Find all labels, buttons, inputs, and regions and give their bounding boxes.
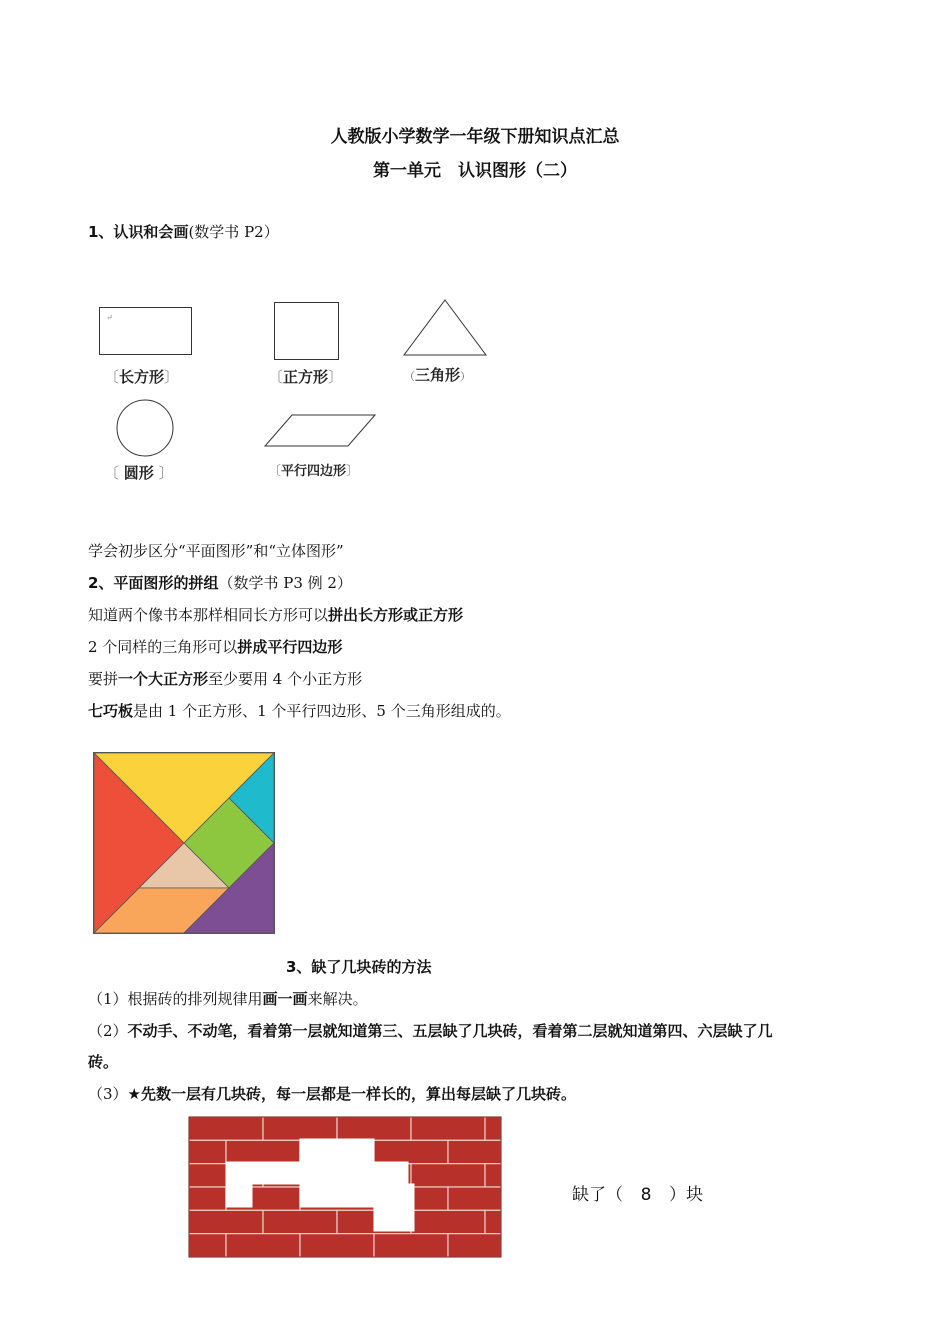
brick xyxy=(485,1117,501,1140)
shape-label-parallelogram: 〔平行四边形〕 xyxy=(268,464,360,479)
triangle-icon xyxy=(404,300,486,355)
brick xyxy=(411,1210,485,1233)
brick xyxy=(374,1234,448,1257)
page-title: 人教版小学数学一年级下册知识点汇总 xyxy=(330,127,620,147)
section1-heading xyxy=(88,221,279,242)
shape-label-circle: 〔 圆形 〕 xyxy=(104,464,174,482)
shape-label-triangle: （三角形） xyxy=(404,366,472,384)
page-subtitle: 第一单元 认识图形（二） xyxy=(373,161,577,181)
brick xyxy=(448,1140,501,1163)
section2-line3: 要拼一个大正方形至少要用 4 个小正方形 xyxy=(88,670,363,688)
section3-heading: 3、缺了几块砖的方法 xyxy=(286,958,432,976)
brick xyxy=(337,1117,411,1140)
brick xyxy=(189,1140,226,1163)
square-icon xyxy=(275,303,339,360)
brick xyxy=(485,1210,501,1233)
section2-line2: 2 个同样的三角形可以拼成平行四边形 xyxy=(88,638,343,656)
shape-label-square: 〔正方形〕 xyxy=(268,368,344,386)
section2-line1: 知道两个像书本那样相同长方形可以拼出长方形或正方形 xyxy=(88,606,464,624)
brick xyxy=(485,1164,501,1187)
return-mark-icon: ↵ xyxy=(106,313,113,322)
brick xyxy=(411,1117,485,1140)
circle-icon xyxy=(117,400,173,456)
brick xyxy=(411,1164,485,1187)
section1-heading-text: 1、认识和会画 xyxy=(88,223,189,241)
parallelogram-icon xyxy=(265,415,375,446)
brick xyxy=(226,1140,300,1163)
brick xyxy=(263,1117,337,1140)
brick xyxy=(263,1210,337,1233)
brick xyxy=(189,1117,263,1140)
shape-label-rectangle: 〔长方形〕 xyxy=(104,368,180,386)
section3-item3: （3）★先数一层有几块砖，每一层都是一样长的，算出每层缺了几块砖。 xyxy=(88,1085,576,1103)
section2-line4: 七巧板是由 1 个正方形、1 个平行四边形、5 个三角形组成的。 xyxy=(88,702,511,720)
section3-item1: （1）根据砖的排列规律用画一画来解决。 xyxy=(88,990,368,1008)
brick xyxy=(226,1234,300,1257)
brick-wall-figure xyxy=(188,1116,502,1258)
brick xyxy=(448,1187,501,1210)
section1-note: 学会初步区分“平面图形”和“立体图形” xyxy=(88,542,344,560)
rectangle-icon xyxy=(100,308,192,355)
shapes-figure xyxy=(0,290,520,490)
brick xyxy=(189,1187,226,1210)
answer-value: 8 xyxy=(640,1185,652,1205)
section3-item2: （2）不动手、不动笔，看着第一层就知道第三、五层缺了几块砖，看着第二层就知道第四、六层缺了几 xyxy=(88,1022,773,1040)
section3-item2-cont: 砖。 xyxy=(88,1053,119,1071)
answer-line: 缺了（ 8 ）块 xyxy=(572,1185,703,1205)
section1-heading-ref: (数学书 P2） xyxy=(188,223,279,241)
section2-heading: 2、平面图形的拼组（数学书 P3 例 2） xyxy=(88,574,352,592)
tangram-figure xyxy=(93,752,275,934)
brick xyxy=(189,1234,226,1257)
brick xyxy=(374,1140,448,1163)
brick xyxy=(189,1210,263,1233)
brick xyxy=(448,1234,501,1257)
brick xyxy=(300,1234,374,1257)
